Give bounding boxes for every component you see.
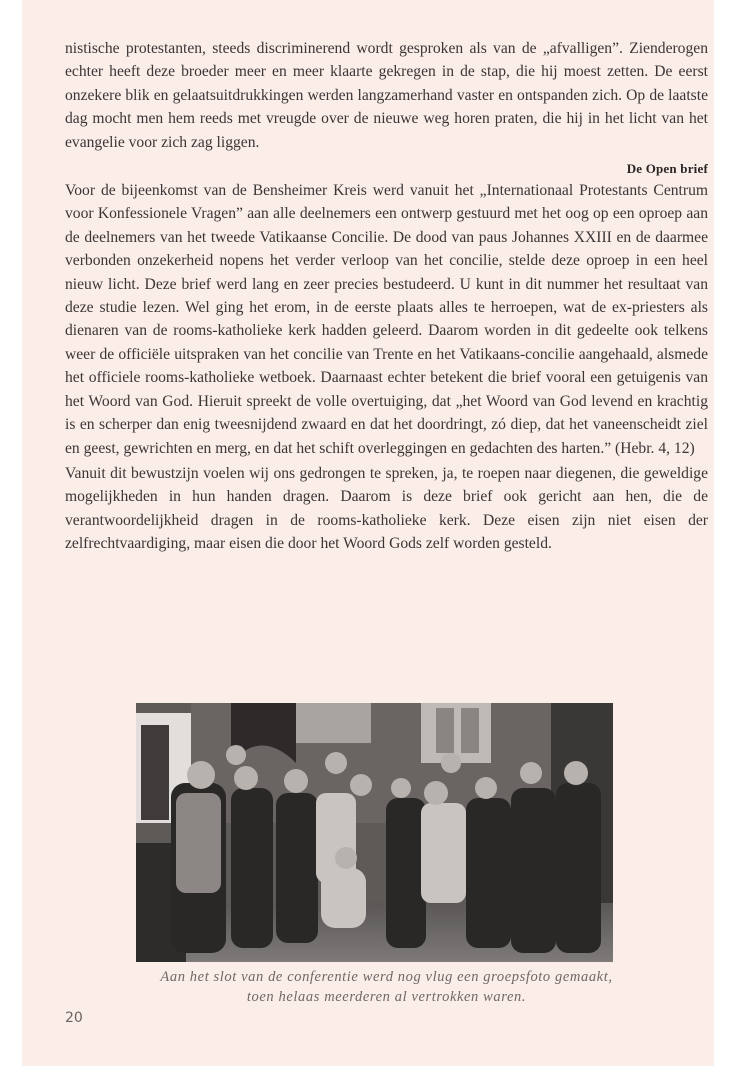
document-page [22, 0, 714, 1066]
article-body [65, 37, 708, 556]
page-number: 20 [65, 1010, 83, 1026]
caption-line-1: Aan het slot van de conferentie werd nog vlug een groepsfoto gemaakt, [160, 969, 613, 985]
section-heading: De Open brief [626, 161, 708, 177]
photo-caption [65, 967, 708, 1007]
caption-line-2: toen helaas meerderen al vertrokken waren. [246, 989, 527, 1005]
paragraph-vanuit: Vanuit dit bewustzijn voelen wij ons gedrongen te spreken, ja, te roepen naar diegenen, die geweldige mogelijkheden in hun handen dragen. Daarom is deze brief ook gericht aan hen, die de verantwoordelijkheid dragen in de rooms-katholieke kerk. Deze eisen zijn niet eisen der zelfrechtvaardiging, maar eisen die door het Woord Gods zelf worden gesteld. [65, 464, 708, 553]
intro-paragraph: nistische protestanten, steeds discriminerend wordt gesproken als van de „afvalligen”. Zienderogen echter heeft deze broeder meer en meer klaarte gekregen in de stap, die hij moest zetten. De eerst onzekere blik en gelaatsuitdrukkingen werden langzamerhand vaster en ontspanden zich. Op de laatste dag mocht men hem reeds met vreugde over de nieuwe weg horen praten, die hij in het licht van het evangelie voor zich zag liggen. [65, 40, 708, 151]
group-photo-illustration [136, 703, 613, 962]
paragraph-open-brief: Voor de bijeenkomst van de Bensheimer Kreis werd vanuit het „Internationaal Protestants Centrum voor Konfessionele Vragen” aan alle deelnemers een ontwerp gestuurd met het oog op een oproep aan de deelnemers van het tweede Vatikaanse Concilie. De dood van paus Johannes XXIII en de daarmee verbonden onzekerheid nopens het verder verloop van het concilie, stelde deze oproep in een heel nieuw licht. Deze brief werd lang en zeer precies bestudeerd. U kunt in dit nummer het resultaat van deze studie lezen. Wel ging het erom, in de eerste plaats alles te herroepen, wat de ex-priesters als dienaren van de rooms-katholieke kerk hadden geleerd. Daarom worden in dit gedeelte ook telkens weer de officiële uitspraken van het concilie van Trente en het Vatikaans-concilie aangehaald, alsmede het officiele rooms-katholieke wetboek. Daarnaast echter betekent die brief vooral een getuigenis van het Woord van God. Hieruit spreekt de volle overtuiging, dat „het Woord van God levend en krachtig is en scherper dan enig tweesnijdend zwaard en dat het doordringt, zó diep, dat het vaneenscheidt ziel en geest, gewrichten en merg, en dat het schift overleggingen en gedachten des harten.” (Hebr. 4, 12) [65, 182, 708, 457]
group-photo [136, 703, 613, 962]
